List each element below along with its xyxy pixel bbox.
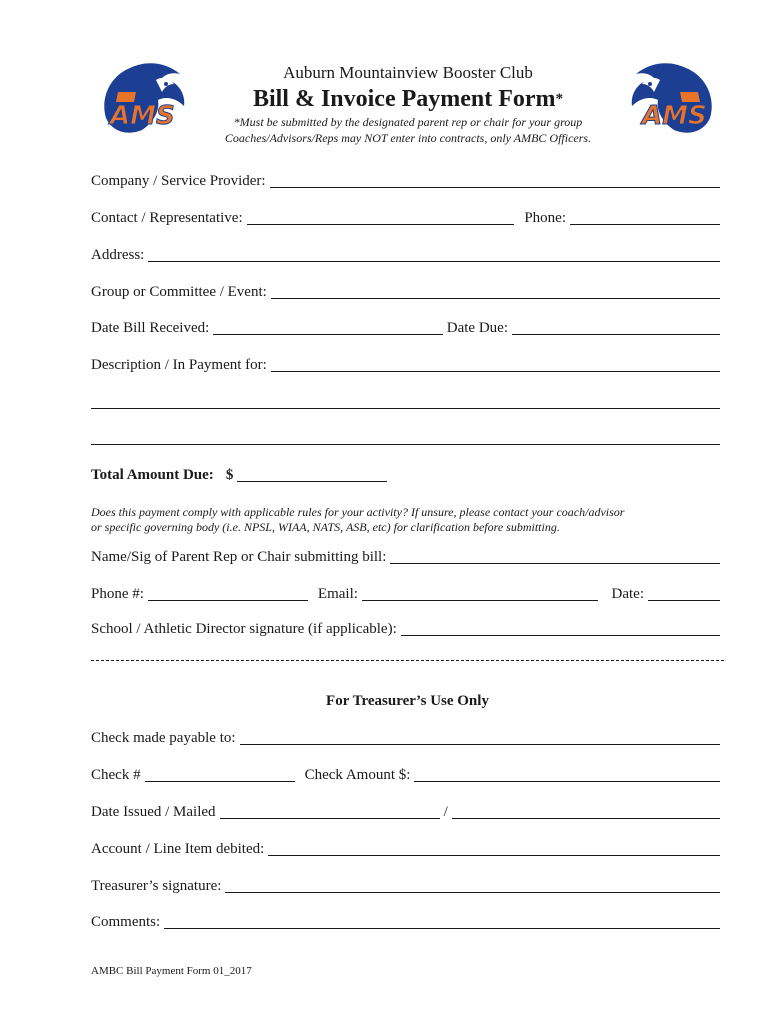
email-field[interactable] (362, 586, 598, 601)
description-row (91, 356, 724, 374)
description-field-2[interactable] (91, 394, 720, 409)
ambc-logo-right (624, 58, 720, 138)
group-field[interactable] (271, 284, 720, 299)
comments-field[interactable] (164, 914, 720, 929)
check-amount-field[interactable] (414, 767, 720, 782)
form-title (180, 84, 636, 114)
payable-to-label: Check made payable to: (91, 730, 236, 746)
date-mailed-field[interactable] (452, 804, 720, 819)
submit-date-label: Date: (611, 586, 644, 602)
check-number-label: Check # (91, 767, 141, 783)
company-field[interactable] (270, 173, 720, 188)
school-sig-field[interactable] (401, 621, 720, 636)
submission-note-line2: Coaches/Advisors/Reps may NOT enter into contracts, only AMBC Officers. (224, 131, 592, 145)
description-label: Description / In Payment for: (91, 357, 267, 373)
form-title-text: Bill & Invoice Payment Form (252, 86, 556, 112)
phone-label: Phone: (524, 210, 566, 226)
contact-info-row (91, 585, 724, 603)
description-field-3[interactable] (91, 430, 720, 445)
address-field[interactable] (148, 247, 720, 262)
payable-to-row (91, 729, 724, 747)
name-sig-row (91, 548, 724, 566)
payable-to-field[interactable] (240, 730, 720, 745)
logo-text: AMS (110, 101, 175, 131)
submitter-phone-field[interactable] (148, 586, 308, 601)
date-issued-field[interactable] (220, 804, 440, 819)
check-number-field[interactable] (145, 767, 295, 782)
name-sig-label: Name/Sig of Parent Rep or Chair submitting bill: (91, 549, 387, 565)
account-field[interactable] (268, 841, 720, 856)
account-row (91, 840, 724, 858)
compliance-note (91, 505, 731, 535)
account-label: Account / Line Item debited: (91, 841, 265, 857)
dates-row (91, 319, 724, 337)
form-id-footer: AMBC Bill Payment Form 01_2017 (91, 965, 252, 977)
submission-note-line1: *Must be submitted by the designated parent rep or chair for your group (233, 115, 583, 129)
description-field[interactable] (271, 357, 720, 372)
group-row (91, 283, 724, 301)
ambc-logo-left (96, 58, 192, 138)
company-row (91, 172, 724, 190)
submit-date-field[interactable] (648, 586, 720, 601)
total-row (91, 466, 724, 484)
comments-row (91, 913, 724, 931)
check-amount-label: Check Amount $: (304, 767, 411, 783)
treasurer-signature-label: Treasurer’s signature: (91, 878, 222, 894)
date-issued-label: Date Issued / Mailed (91, 804, 216, 820)
school-sig-label: School / Athletic Director signature (if applicable): (91, 621, 397, 637)
description-line-3 (91, 430, 724, 447)
form-header (180, 62, 636, 146)
title-asterisk: * (555, 91, 564, 107)
address-label: Address: (91, 247, 145, 263)
total-label: Total Amount Due: (91, 467, 214, 483)
treasurer-signature-row (91, 877, 724, 895)
date-received-label: Date Bill Received: (91, 320, 210, 336)
cut-line-divider (91, 660, 724, 661)
phone-field[interactable] (570, 210, 720, 225)
treasurer-section-title: For Treasurer’s Use Only (326, 693, 489, 709)
total-amount-field[interactable] (237, 467, 387, 482)
school-sig-row (91, 620, 724, 638)
logo-text: AMS (642, 101, 707, 131)
compliance-line2: or specific governing body (i.e. NPSL, WIAA, NATS, ASB, etc) for clarification before submitting. (91, 520, 560, 534)
treasurer-signature-field[interactable] (225, 878, 720, 893)
name-sig-field[interactable] (390, 549, 720, 564)
contact-field[interactable] (247, 210, 515, 225)
date-due-label: Date Due: (446, 320, 508, 336)
description-line-2 (91, 394, 724, 411)
contact-row (91, 209, 724, 227)
date-due-field[interactable] (512, 320, 720, 335)
comments-label: Comments: (91, 914, 161, 930)
email-label: Email: (317, 586, 358, 602)
club-name: Auburn Mountainview Booster Club (283, 63, 533, 82)
group-label: Group or Committee / Event: (91, 284, 267, 300)
company-label: Company / Service Provider: (91, 173, 266, 189)
date-received-field[interactable] (213, 320, 442, 335)
submitter-phone-label: Phone #: (91, 586, 144, 602)
check-row (91, 766, 724, 784)
address-row (91, 246, 724, 264)
contact-label: Contact / Representative: (91, 210, 243, 226)
date-issued-row (91, 803, 724, 821)
date-separator: / (443, 804, 448, 820)
compliance-line1: Does this payment comply with applicable rules for your activity? If unsure, please contact your coach/advisor (91, 505, 625, 519)
currency-symbol: $ (225, 467, 234, 483)
